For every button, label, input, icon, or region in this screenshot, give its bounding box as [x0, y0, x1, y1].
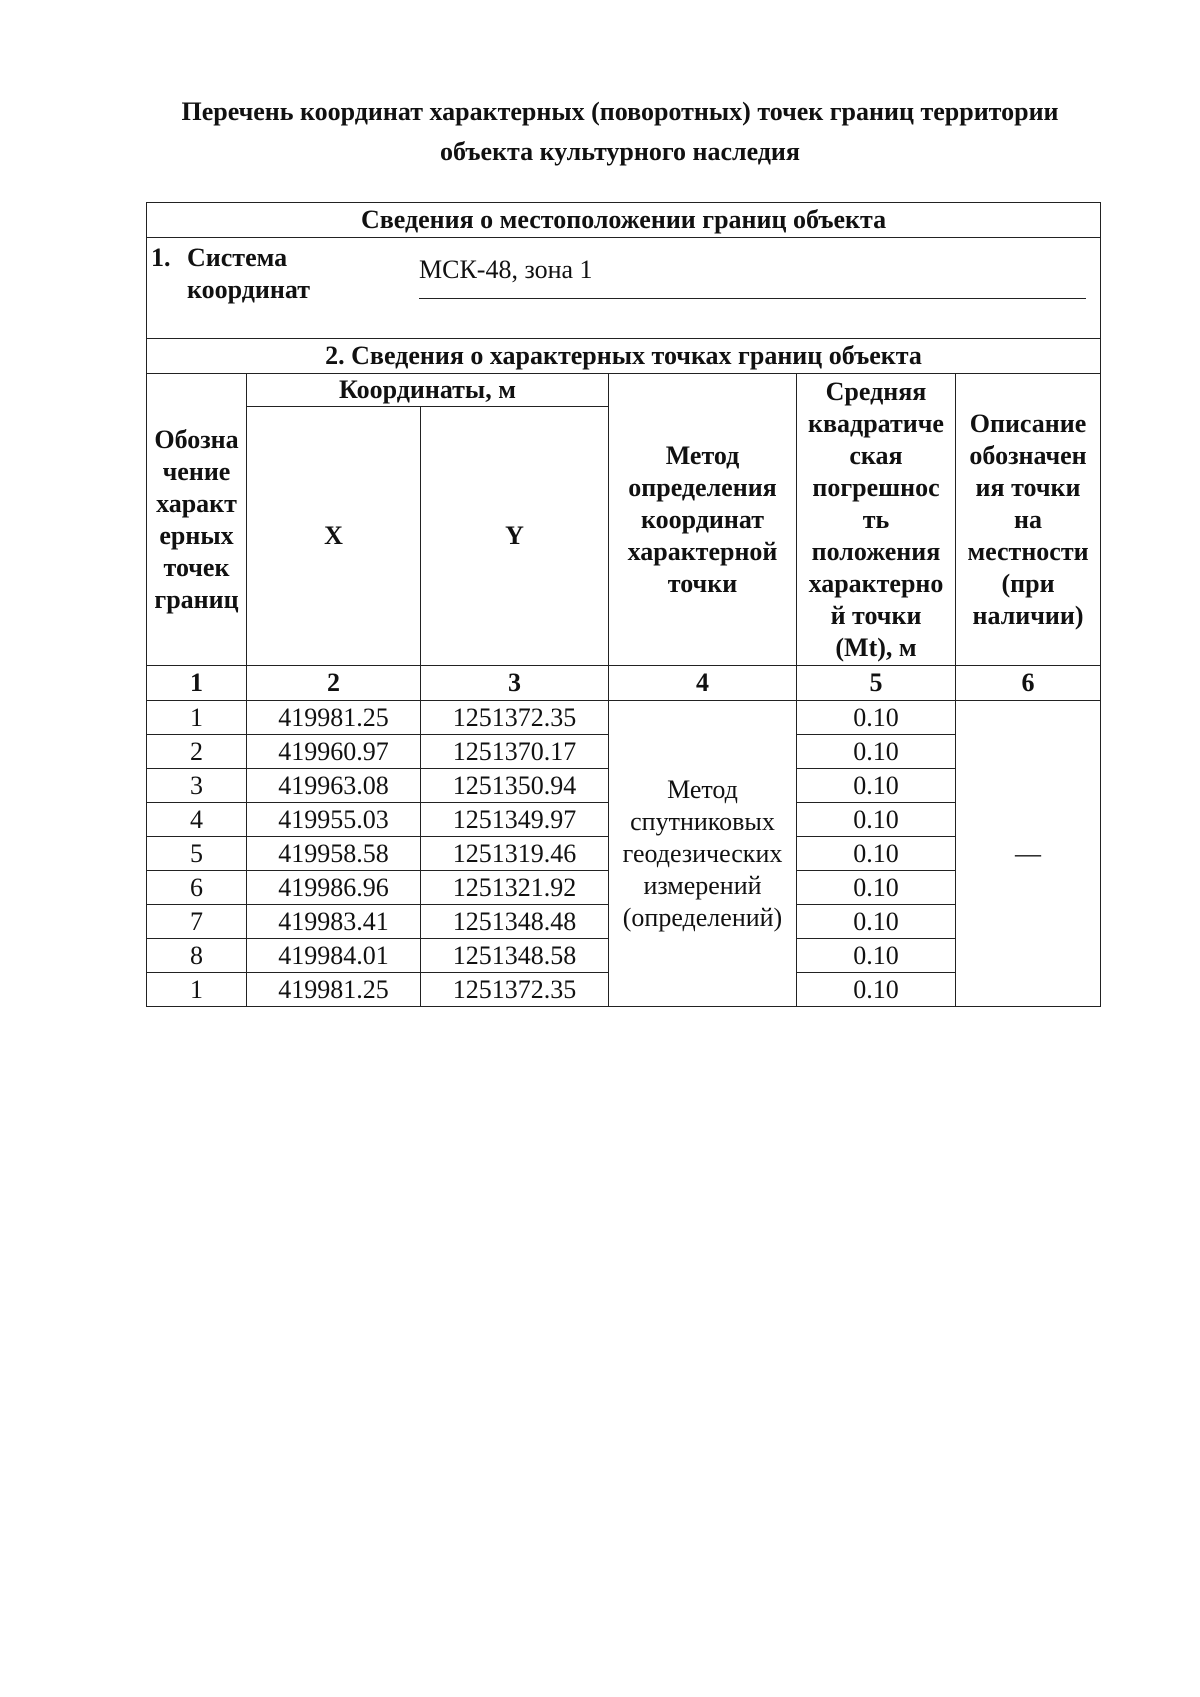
point-y: 1251370.17 — [421, 735, 609, 769]
point-mt: 0.10 — [797, 939, 956, 973]
header-method-line: Метод — [665, 440, 740, 470]
section-header: Сведения о местоположении границ объекта — [147, 203, 1101, 238]
header-designation-line: границ — [154, 584, 239, 614]
method-value-line: Метод — [667, 774, 738, 804]
method-value-line: измерений — [643, 870, 762, 900]
coordinate-system-value: МСК-48, зона 1 — [419, 255, 593, 284]
point-y: 1251372.35 — [421, 973, 609, 1007]
header-coordinates-group: Координаты, м — [247, 374, 609, 407]
point-mt: 0.10 — [797, 871, 956, 905]
point-x: 419958.58 — [247, 837, 421, 871]
header-error-line: характерно — [808, 568, 944, 598]
method-value-line: (определений) — [622, 902, 783, 932]
coordinate-system-label-line-2: координат — [187, 275, 310, 304]
column-number: 5 — [797, 666, 956, 701]
point-id: 8 — [147, 939, 247, 973]
header-description-line: на — [1014, 504, 1043, 534]
point-id: 5 — [147, 837, 247, 871]
header-error-line: ть — [862, 504, 890, 534]
point-y: 1251349.97 — [421, 803, 609, 837]
description-value: — — [956, 701, 1101, 1007]
point-mt: 0.10 — [797, 905, 956, 939]
header-method-line: координат — [641, 504, 764, 534]
point-x: 419981.25 — [247, 701, 421, 735]
point-x: 419960.97 — [247, 735, 421, 769]
coordinate-system-label-line-1: Система — [187, 243, 288, 272]
point-x: 419955.03 — [247, 803, 421, 837]
point-id: 1 — [147, 973, 247, 1007]
header-method-line: точки — [667, 568, 738, 598]
point-y: 1251319.46 — [421, 837, 609, 871]
point-x: 419963.08 — [247, 769, 421, 803]
column-number: 1 — [147, 666, 247, 701]
point-id: 7 — [147, 905, 247, 939]
header-error-line: Средняя — [825, 376, 927, 406]
title-line-1: Перечень координат характерных (поворотных) точек границ территории — [181, 97, 1059, 126]
header-designation-line: чение — [162, 456, 231, 486]
point-id: 3 — [147, 769, 247, 803]
point-y: 1251348.58 — [421, 939, 609, 973]
header-designation-line: ерных — [159, 520, 234, 550]
table-row — [147, 701, 1101, 735]
points-header: 2. Сведения о характерных точках границ объекта — [147, 339, 1101, 374]
method-value — [609, 701, 797, 1007]
column-number: 2 — [247, 666, 421, 701]
coordinate-system-number: 1. — [151, 243, 171, 272]
header-method — [609, 374, 797, 666]
point-mt: 0.10 — [797, 803, 956, 837]
coordinate-system-cell — [147, 238, 1101, 339]
header-method-line: характерной — [627, 536, 778, 566]
header-designation-line: точек — [163, 552, 230, 582]
point-mt: 0.10 — [797, 735, 956, 769]
point-x: 419983.41 — [247, 905, 421, 939]
method-value-line: геодезических — [622, 838, 783, 868]
boundary-coordinates-table — [146, 202, 1101, 1007]
point-x: 419984.01 — [247, 939, 421, 973]
header-error-line: ская — [849, 440, 903, 470]
header-description-line: обозначен — [969, 440, 1087, 470]
point-mt: 0.10 — [797, 973, 956, 1007]
method-value-line: спутниковых — [630, 806, 775, 836]
header-description-line: наличии) — [972, 600, 1084, 630]
header-error-line: (Mt), м — [835, 632, 917, 662]
header-error — [797, 374, 956, 666]
header-designation — [147, 374, 247, 666]
point-id: 4 — [147, 803, 247, 837]
point-y: 1251348.48 — [421, 905, 609, 939]
point-mt: 0.10 — [797, 769, 956, 803]
point-y: 1251321.92 — [421, 871, 609, 905]
coordinate-system-underline — [419, 298, 1086, 299]
point-id: 2 — [147, 735, 247, 769]
column-number: 6 — [956, 666, 1101, 701]
point-id: 1 — [147, 701, 247, 735]
header-x: X — [247, 407, 421, 666]
point-mt: 0.10 — [797, 837, 956, 871]
header-description-line: (при — [1001, 568, 1055, 598]
document-title — [120, 92, 1120, 172]
header-error-line: й точки — [830, 600, 922, 630]
point-y: 1251372.35 — [421, 701, 609, 735]
point-x: 419986.96 — [247, 871, 421, 905]
header-designation-line: Обозна — [154, 424, 239, 454]
point-x: 419981.25 — [247, 973, 421, 1007]
coordinate-system-label — [151, 242, 310, 306]
header-y: Y — [421, 407, 609, 666]
point-y: 1251350.94 — [421, 769, 609, 803]
header-description-line: Описание — [969, 408, 1087, 438]
point-mt: 0.10 — [797, 701, 956, 735]
header-description — [956, 374, 1101, 666]
header-description-line: местности — [967, 536, 1089, 566]
header-method-line: определения — [628, 472, 777, 502]
column-number: 3 — [421, 666, 609, 701]
header-description-line: ия точки — [975, 472, 1081, 502]
header-error-line: погрешнос — [812, 472, 940, 502]
header-designation-line: характ — [156, 488, 237, 518]
point-id: 6 — [147, 871, 247, 905]
header-error-line: квадратиче — [808, 408, 944, 438]
column-number: 4 — [609, 666, 797, 701]
header-error-line: положения — [811, 536, 941, 566]
title-line-2: объекта культурного наследия — [440, 137, 800, 166]
